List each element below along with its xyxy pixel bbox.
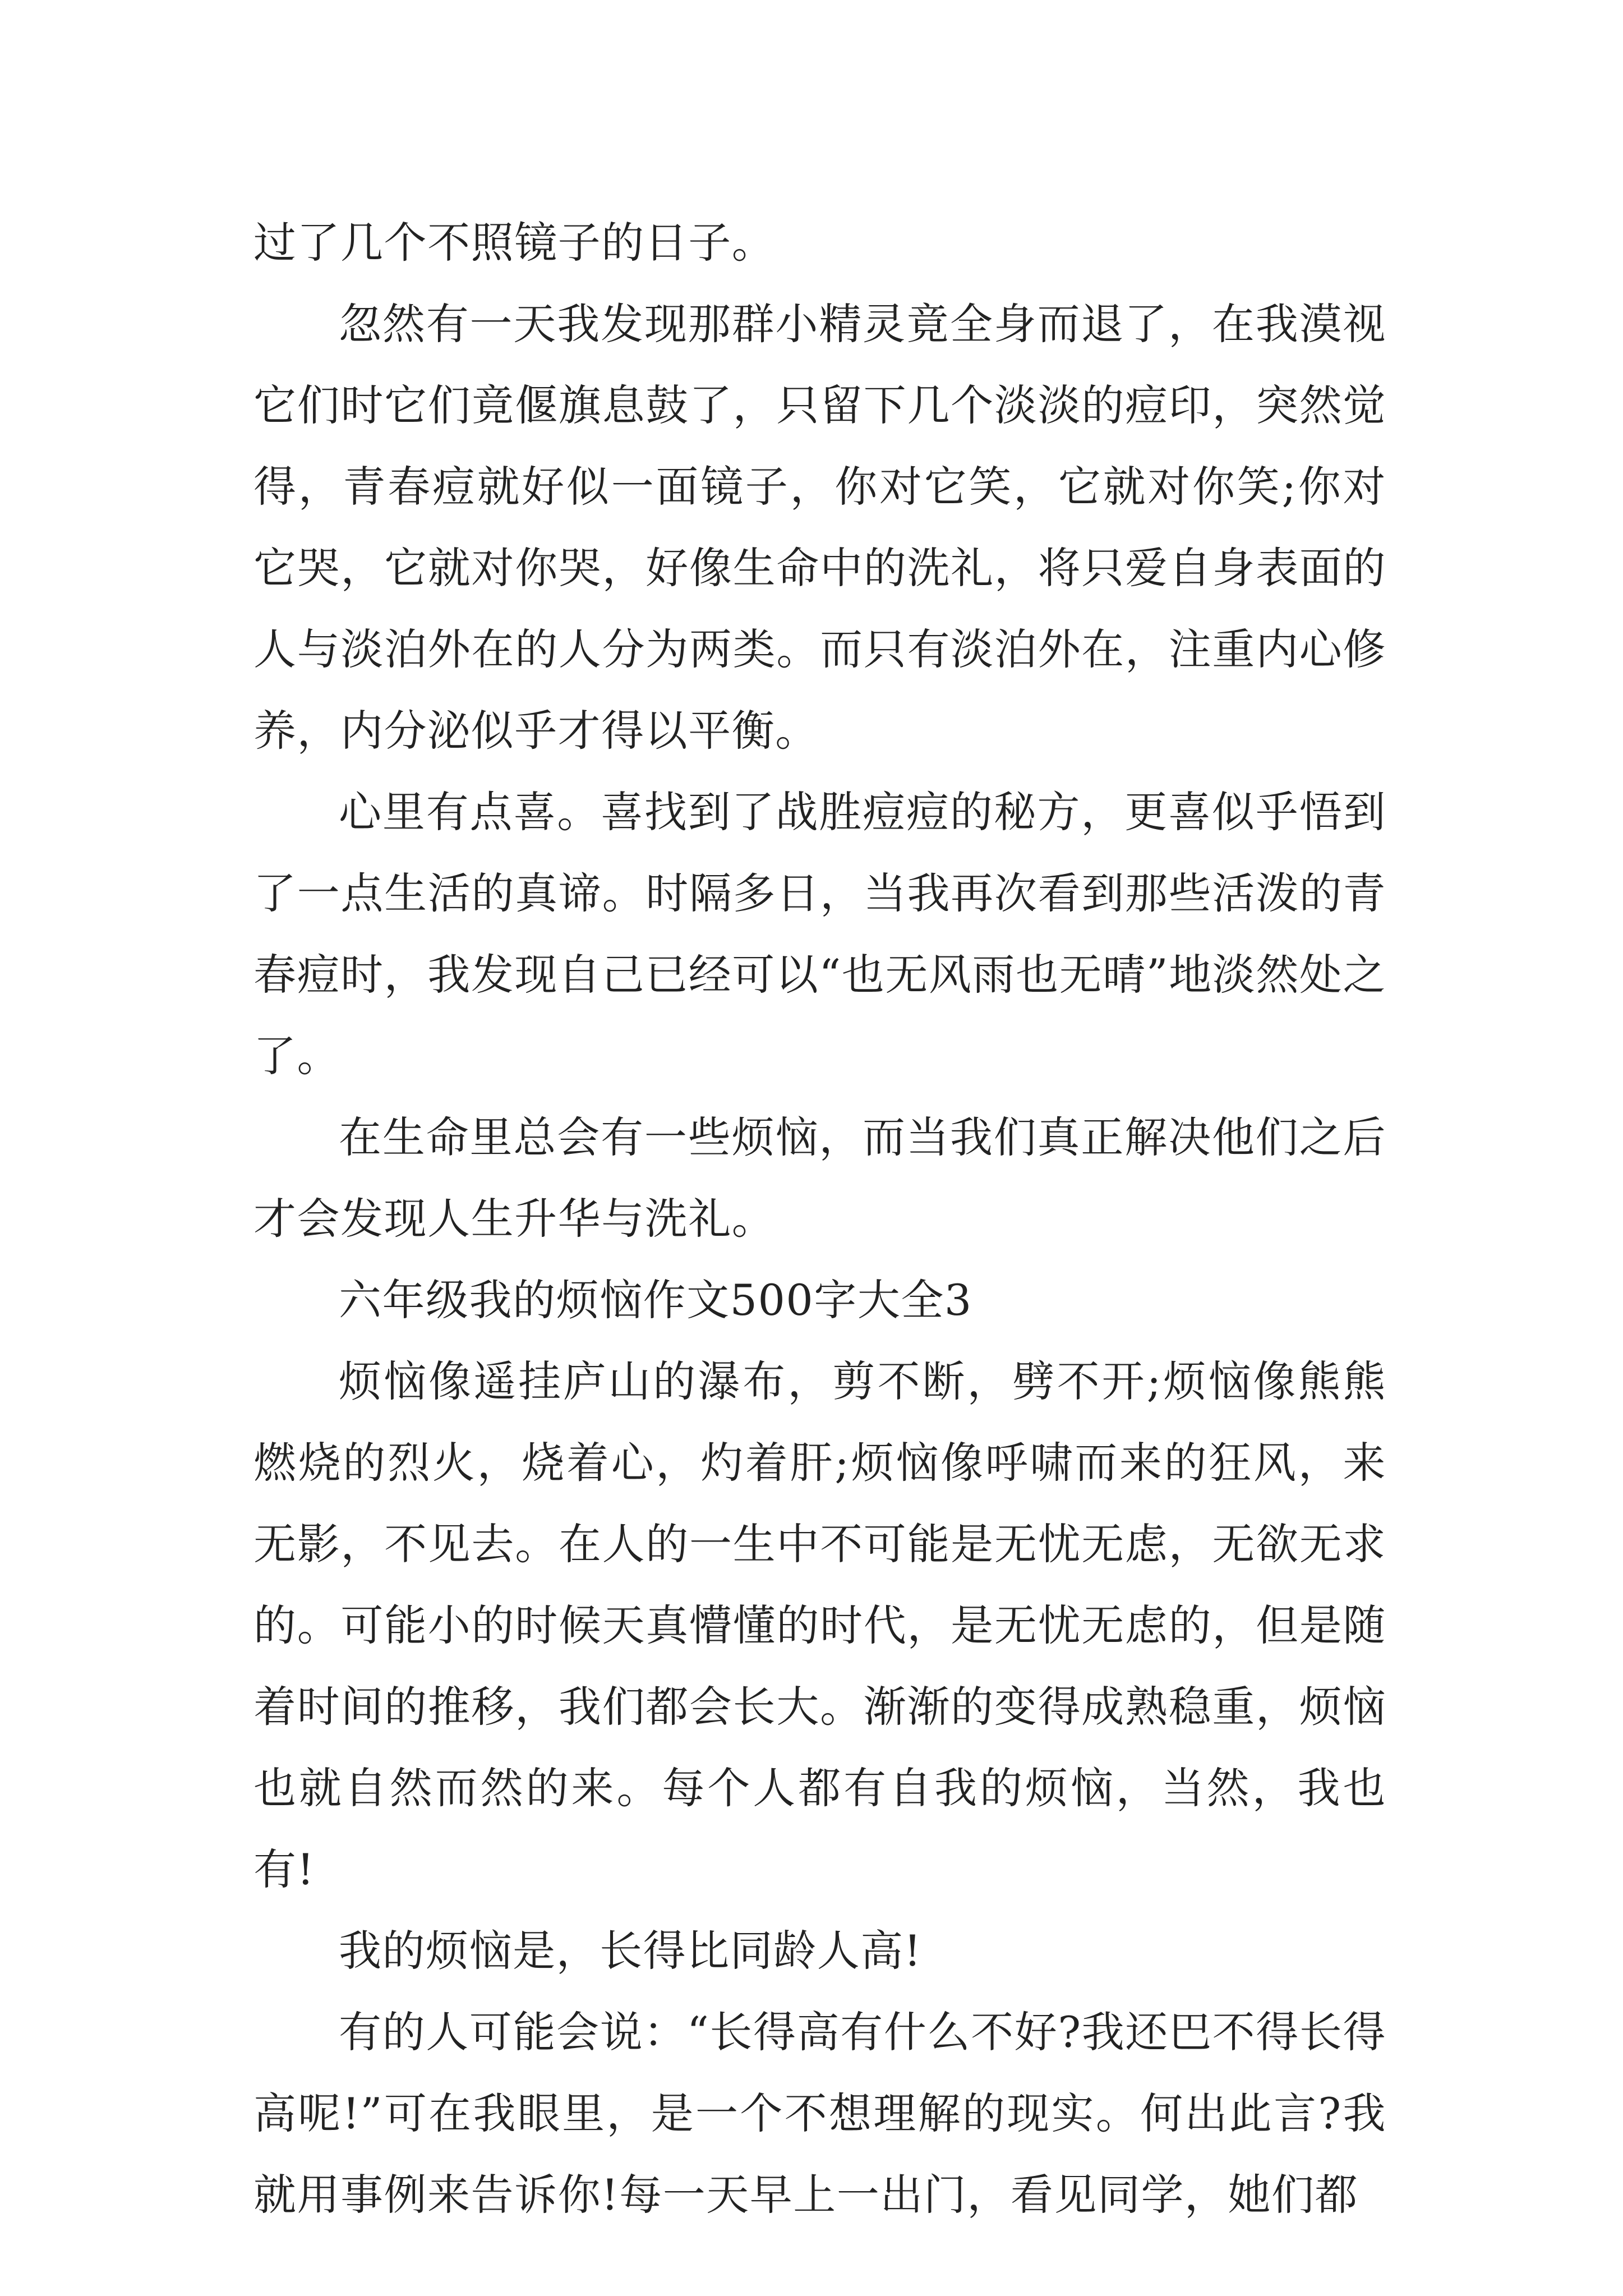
paragraph: 在生命里总会有一些烦恼，而当我们真正解决他们之后才会发现人生升华与洗礼。: [253, 1112, 1386, 1244]
paragraph: 我的烦恼是，长得比同龄人高!: [339, 1926, 922, 1976]
document-body: [253, 202, 1386, 2235]
paragraph: 有的人可能会说：“长得高有什么不好?我还巴不得长得高呢!”可在我眼里，是一个不想理解的现实。何出此言?我就用事例来告诉你!每一天早上一出门，看见同学，她们都: [253, 2007, 1386, 2220]
paragraph: 烦恼像遥挂庐山的瀑布，剪不断，劈不开;烦恼像熊熊燃烧的烈火，烧着心，灼着肝;烦恼像呼啸而来的狂风，来无影，不见去。在人的一生中不可能是无忧无虑，无欲无求的。可能小的时候天真懵懂的时代，是无忧无虑的，但是随着时间的推移，我们都会长大。渐渐的变得成熟稳重，烦恼也就自然而然的来。每个人都有自我的烦恼，当然，我也有!: [253, 1356, 1386, 1894]
paragraph: 忽然有一天我发现那群小精灵竟全身而退了，在我漠视它们时它们竟偃旗息鼓了，只留下几个淡淡的痘印，突然觉得，青春痘就好似一面镜子，你对它笑，它就对你笑;你对它哭，它就对你哭，好像生命中的洗礼，将只爱自身表面的人与淡泊外在的人分为两类。而只有淡泊外在，注重内心修养，内分泌似乎才得以平衡。: [253, 299, 1386, 756]
paragraph-continuation: 过了几个不照镜子的日子。: [253, 218, 776, 268]
section-heading: 六年级我的烦恼作文500字大全3: [339, 1275, 972, 1325]
paragraph: 心里有点喜。喜找到了战胜痘痘的秘方，更喜似乎悟到了一点生活的真谛。时隔多日，当我再次看到那些活泼的青春痘时，我发现自己已经可以“也无风雨也无晴”地淡然处之了。: [253, 787, 1386, 1081]
